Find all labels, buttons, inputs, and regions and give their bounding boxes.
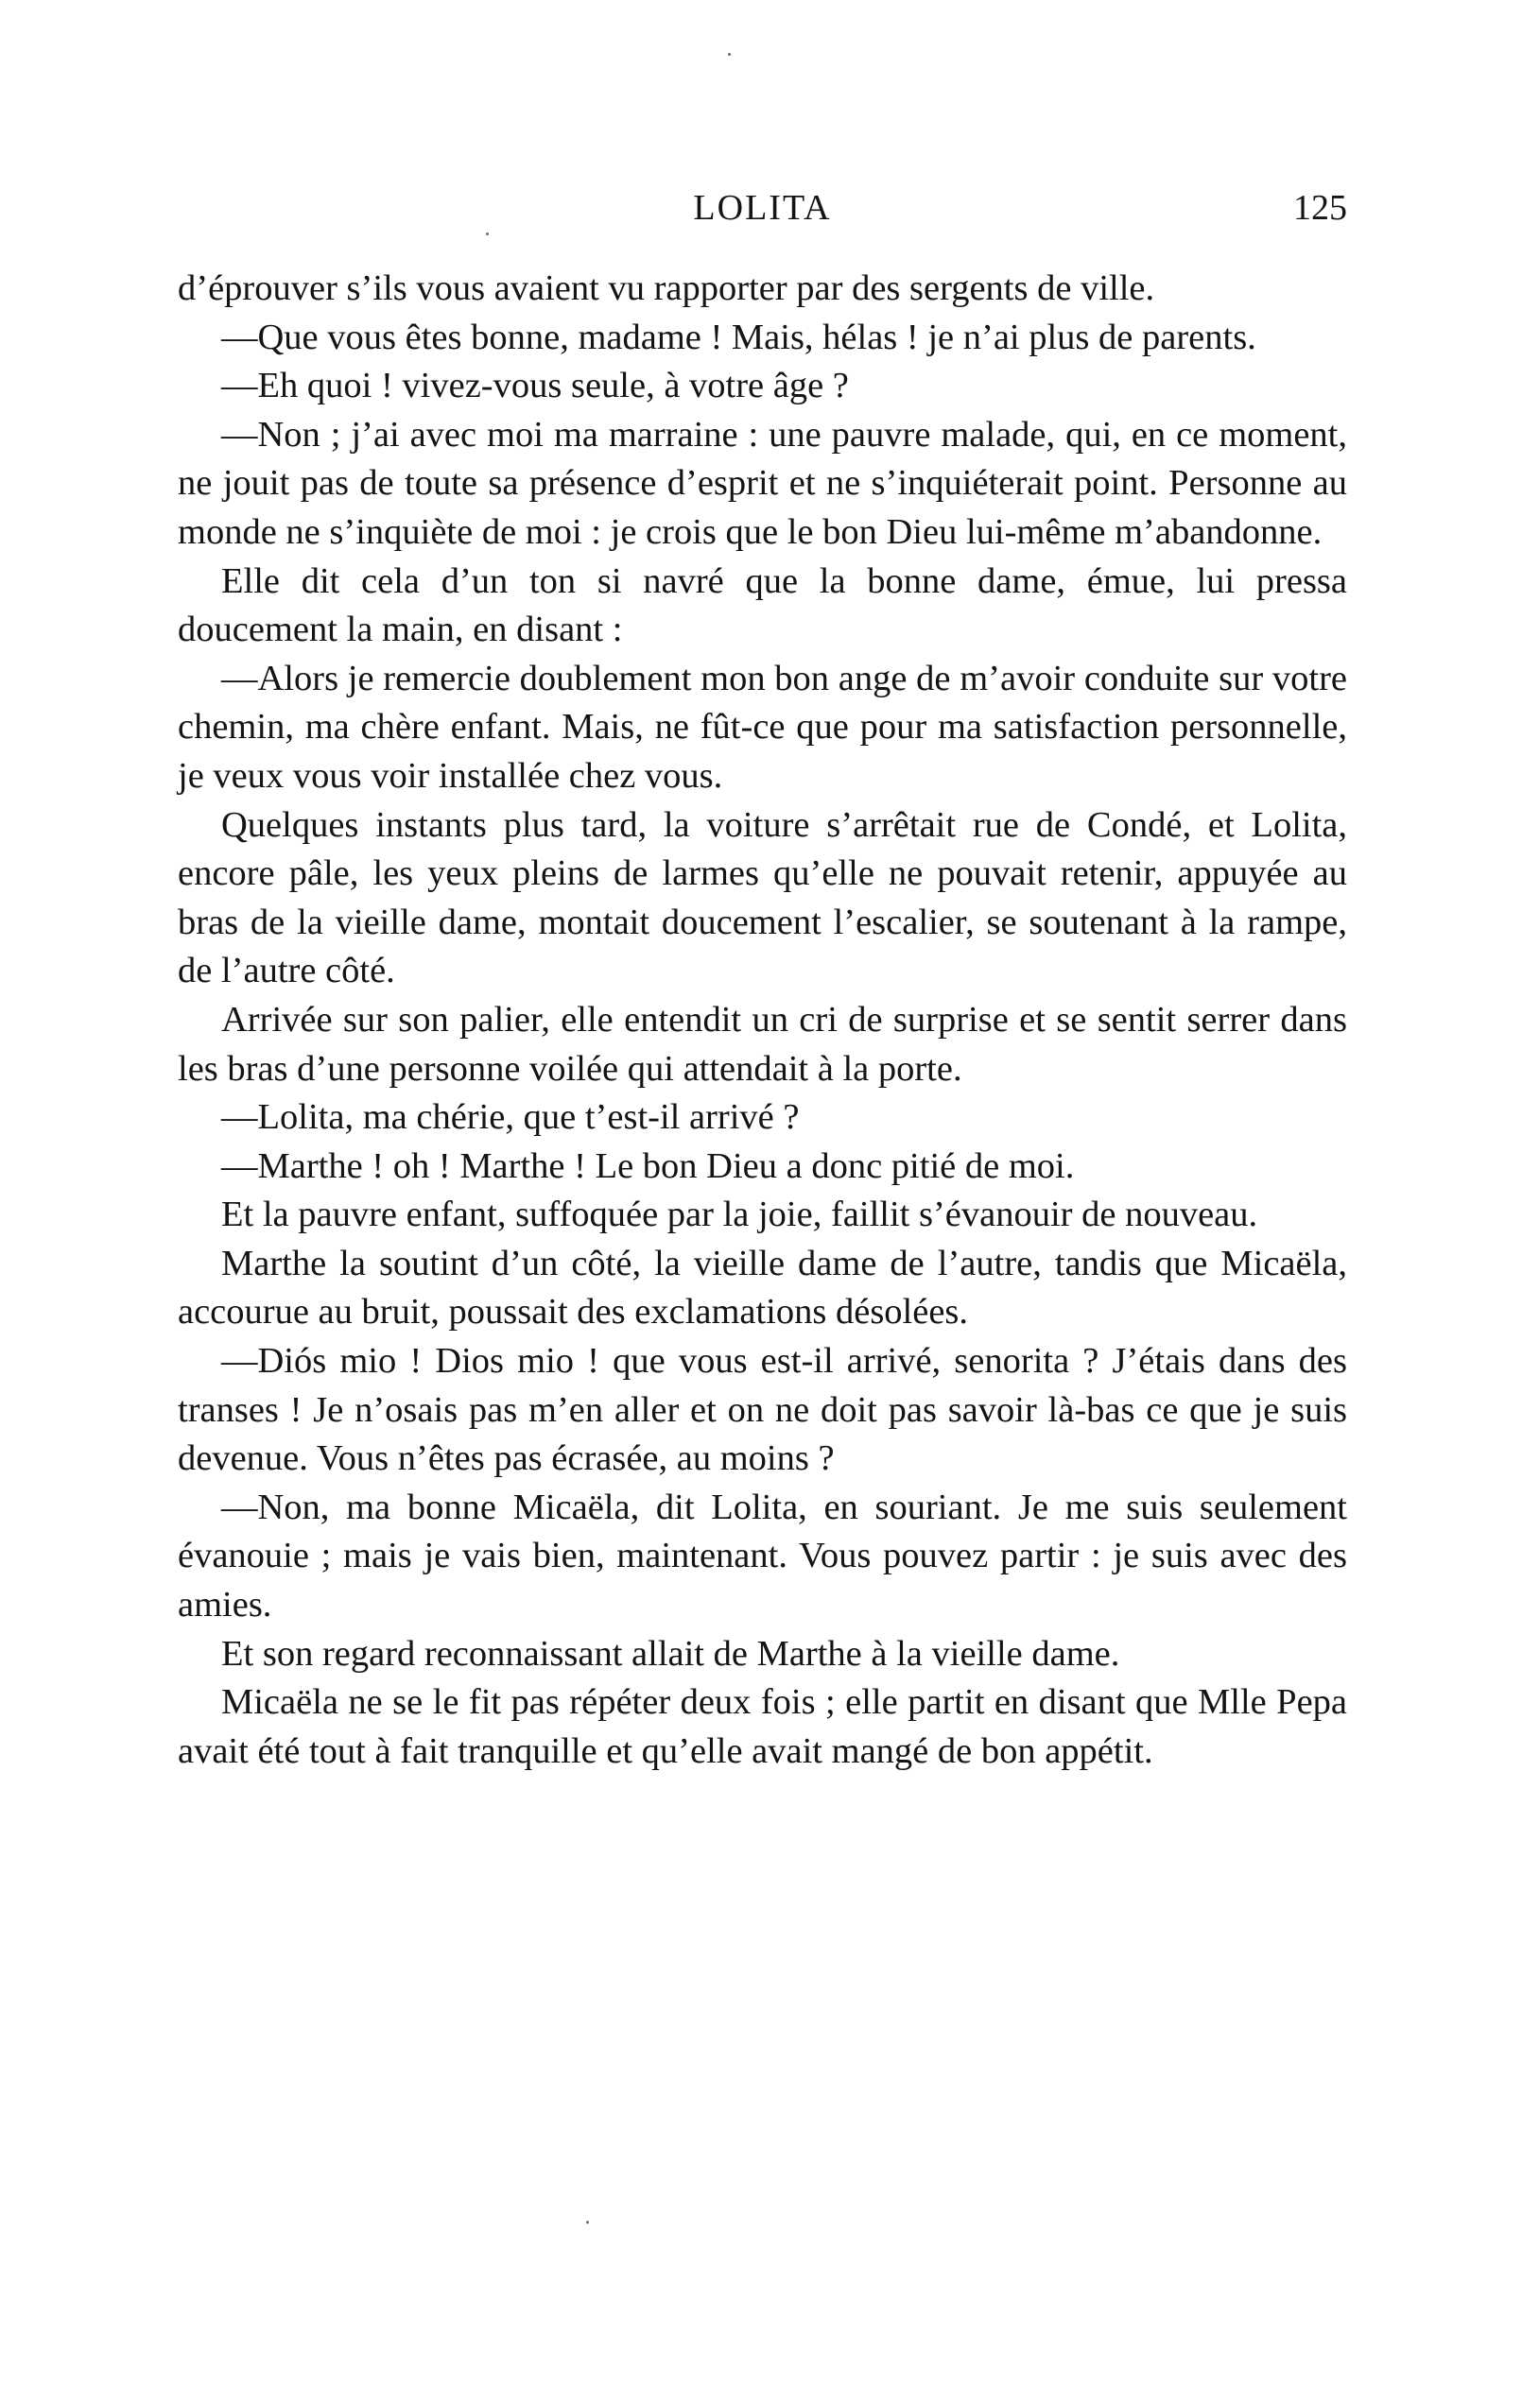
paragraph: Micaëla ne se le fit pas répéter deux fois ; elle partit en disant que Mlle Pepa avait été tout à fait tranquille et qu’elle avait mangé de bon appétit. (178, 1682, 1347, 1771)
paragraph: —Lolita, ma chérie, que t’est-il arrivé ? (221, 1097, 800, 1138)
paragraph: —Diós mio ! Dios mio ! que vous est-il arrivé, senorita ? J’étais dans des transes ! Je n’osais pas m’en aller et on ne doit pas savoir là-bas ce que je suis devenue. Vous n’êtes pas écrasée, au moins ? (178, 1341, 1347, 1479)
paragraph: Elle dit cela d’un ton si navré que la bonne dame, émue, lui pressa doucement la main, en disant : (178, 560, 1347, 650)
body-text (178, 265, 1347, 1776)
paragraph: —Que vous êtes bonne, madame ! Mais, hélas ! je n’ai plus de parents. (221, 317, 1256, 357)
paragraph: Quelques instants plus tard, la voiture s’arrêtait rue de Condé, et Lolita, encore pâle, les yeux pleins de larmes qu’elle ne pouvait retenir, appuyée au bras de la vieille dame, montait doucement l’escalier, se soutenant à la rampe, de l’autre côté. (178, 804, 1347, 991)
paragraph: Et son regard reconnaissant allait de Marthe à la vieille dame. (221, 1633, 1120, 1674)
paragraph: —Alors je remercie doublement mon bon ange de m’avoir conduite sur votre chemin, ma chère enfant. Mais, ne fût-ce que pour ma satisfaction personnelle, je veux vous voir installée chez vous. (178, 658, 1347, 796)
paragraph: Arrivée sur son palier, elle entendit un cri de surprise et se sentit serrer dans les bras d’une personne voilée qui attendait à la porte. (178, 999, 1347, 1089)
ink-speck (728, 53, 731, 56)
ink-speck (586, 2221, 589, 2224)
page-number: 125 (1293, 188, 1347, 228)
paragraph: Marthe la soutint d’un côté, la vieille dame de l’autre, tandis que Micaëla, accourue au bruit, poussait des exclamations désolées. (178, 1243, 1347, 1333)
paragraph: —Marthe ! oh ! Marthe ! Le bon Dieu a donc pitié de moi. (221, 1145, 1075, 1186)
running-title: LOLITA (693, 188, 832, 228)
paragraph: —Non, ma bonne Micaëla, dit Lolita, en souriant. Je me suis seulement évanouie ; mais je vais bien, maintenant. Vous pouvez partir : je suis avec des amies. (178, 1487, 1347, 1625)
paragraph: d’éprouver s’ils vous avaient vu rapporter par des sergents de ville. (178, 268, 1155, 308)
paragraph: Et la pauvre enfant, suffoquée par la joie, faillit s’évanouir de nouveau. (221, 1195, 1258, 1235)
running-header (178, 187, 1347, 234)
paragraph: —Eh quoi ! vivez-vous seule, à votre âge ? (221, 366, 849, 406)
paragraph: —Non ; j’ai avec moi ma marraine : une pauvre malade, qui, en ce moment, ne jouit pas de toute sa présence d’esprit et ne s’inquiéterait point. Personne au monde ne s’inquiète de moi : je crois que le bon Dieu lui-même m’abandonne. (178, 414, 1347, 552)
